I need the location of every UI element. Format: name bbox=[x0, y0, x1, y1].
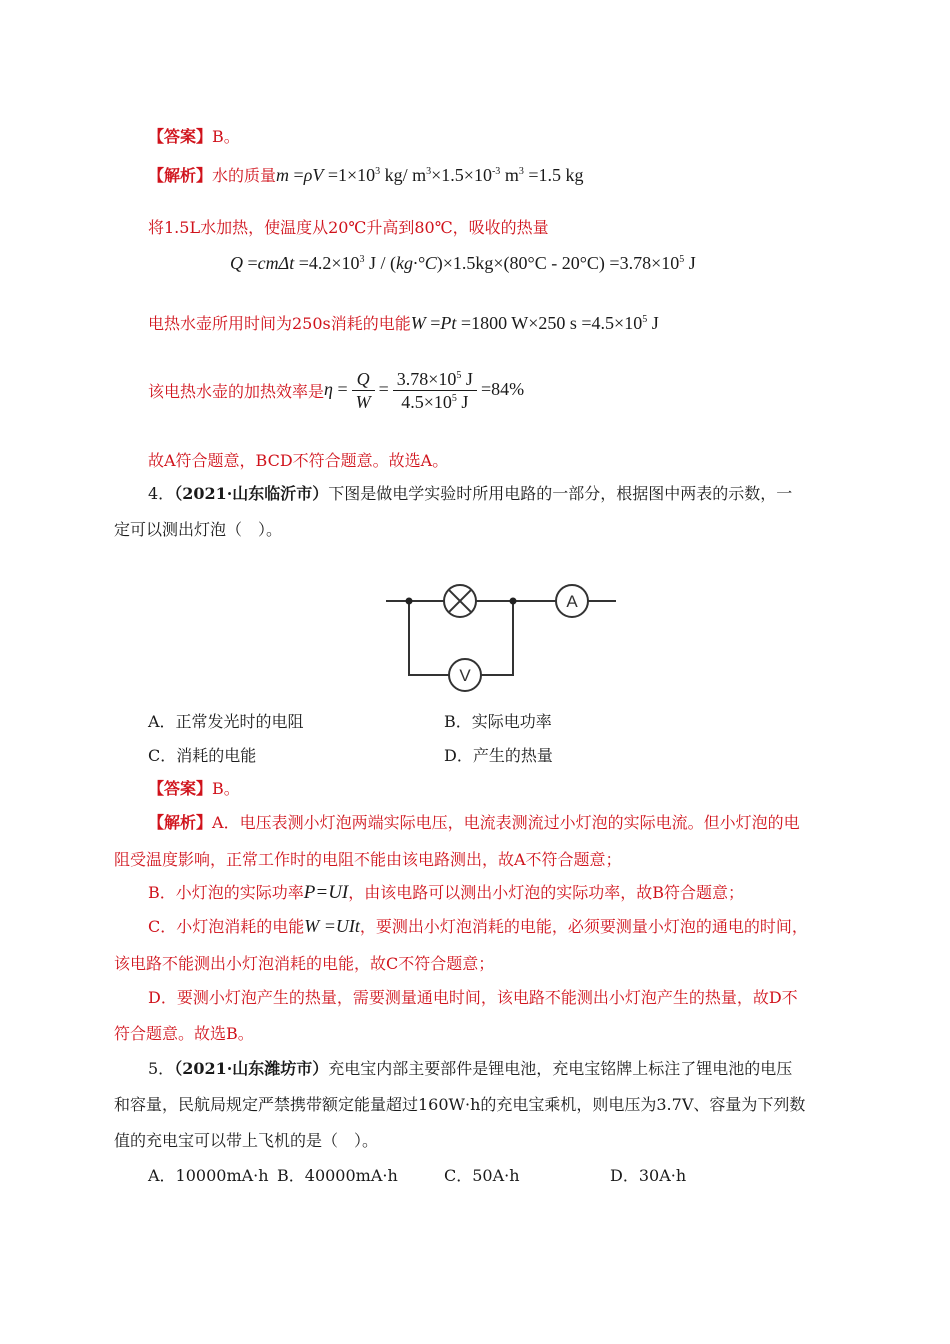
q5-source: （2021·山东潍坊市） bbox=[174, 1059, 329, 1078]
q4-analysis-b: B．小灯泡的实际功率P=UI，由该电路可以测出小灯泡的实际功率，故B符合题意； bbox=[148, 882, 745, 903]
q4-analysis-d-line-2: 符合题意。故选B。 bbox=[114, 1024, 254, 1043]
analysis-tag: 【解析】 bbox=[148, 166, 213, 185]
q5-stem-line-3: 值的充电宝可以带上飞机的是（ ）。 bbox=[114, 1131, 379, 1150]
mass-formula: $m =\rho V =1\times 10^3$ kg/ $m^3\times 1.5\times 10^{-3}$ $m^3 =1.5$ kg bbox=[276, 165, 584, 185]
ammeter-icon bbox=[556, 585, 588, 617]
q4-analysis-a-line-2: 阻受温度影响，正常工作时的电阻不能由该电路测出，故A不符合题意； bbox=[114, 850, 622, 869]
junction-dot-right bbox=[510, 598, 517, 605]
q3-conclusion: 故A符合题意，BCD不符合题意。故选A。 bbox=[148, 451, 449, 470]
q4-option-b: B．实际电功率 bbox=[444, 712, 552, 731]
ammeter-label: A bbox=[566, 592, 578, 611]
voltmeter-icon bbox=[449, 659, 481, 691]
voltmeter-label: V bbox=[459, 666, 471, 685]
q5-option-c: C．50A·h bbox=[444, 1166, 520, 1185]
energy-formula: W =Pt =1800 W×250 $s =4.5\times 10^5$ J bbox=[410, 313, 659, 333]
q5-stem-line-1: 5．（2021·山东潍坊市）充电宝内部主要部件是锂电池，充电宝铭牌上标注了锂电池的电压 bbox=[148, 1059, 793, 1078]
q5-option-b: B．40000mA·h bbox=[277, 1166, 398, 1185]
q4-stem-line-2: 定可以测出灯泡（ ）。 bbox=[114, 520, 283, 539]
q4-stem-line-1: 4．（2021·山东临沂市）下图是做电学实验时所用电路的一部分，根据图中两表的示数，一 bbox=[148, 484, 793, 503]
q3-analysis-line-2: 将1.5L水加热，使温度从20℃升高到80℃，吸收的热量 bbox=[148, 218, 549, 237]
efficiency-formula: η = $\frac{Q}{W}$ = $\frac{3.78\times 10^5 J}{4.5\times 10^5 J}$ =84% bbox=[324, 369, 525, 412]
answer-tag: 【答案】 bbox=[148, 127, 213, 146]
q4-analysis-a-line-1: 【解析】A．电压表测小灯泡两端实际电压，电流表测流过小灯泡的实际电流。但小灯泡的电 bbox=[148, 813, 800, 832]
analysis-text: 水的质量 bbox=[212, 166, 277, 185]
q4-analysis-c-line-2: 该电路不能测出小灯泡消耗的电能，故C不符合题意； bbox=[114, 954, 495, 973]
efficiency-text: 该电热水壶的加热效率是 bbox=[148, 382, 325, 401]
q4-analysis-c-line-1: C．小灯泡消耗的电能W =UIt，要测出小灯泡消耗的电能，必须要测量小灯泡的通电的时间， bbox=[148, 916, 808, 936]
q5-option-a: A．10000mA·h bbox=[148, 1166, 269, 1185]
q4-analysis-d-line-1: D．要测小灯泡产生的热量，需要测量通电时间，该电路不能测出小灯泡产生的热量，故D不 bbox=[148, 988, 798, 1007]
junction-dot-left bbox=[406, 598, 413, 605]
q3-analysis-line-4 bbox=[148, 312, 659, 335]
q3-analysis-line-5 bbox=[148, 368, 524, 413]
q4-option-d: D．产生的热量 bbox=[444, 746, 553, 765]
q4-answer-line: 【答案】B。 bbox=[148, 779, 240, 798]
q5-stem-line-2: 和容量，民航局规定严禁携带额定能量超过160W·h的充电宝乘机，则电压为3.7V、容量为下列数 bbox=[114, 1095, 806, 1114]
lamp-icon bbox=[444, 585, 476, 617]
q4-option-a: A．正常发光时的电阻 bbox=[148, 712, 304, 731]
q3-analysis-line-1 bbox=[148, 164, 583, 187]
answer-value: B。 bbox=[212, 127, 240, 146]
circuit-diagram bbox=[380, 575, 630, 695]
heat-formula: $Q =cm\Delta t =4.2\times 10^3$ $J / (kg\cdot^\circ C)\times 1.5kg\times(80^\circ C - 20^\circ C) =3.78\times 10^5$ J bbox=[230, 253, 696, 273]
energy-text: 电热水壶所用时间为250s消耗的电能 bbox=[148, 314, 411, 333]
q4-source: （2021·山东临沂市） bbox=[174, 484, 329, 503]
q3-answer-line bbox=[148, 126, 240, 148]
q5-option-d: D．30A·h bbox=[610, 1166, 687, 1185]
q4-option-c: C．消耗的电能 bbox=[148, 746, 257, 765]
